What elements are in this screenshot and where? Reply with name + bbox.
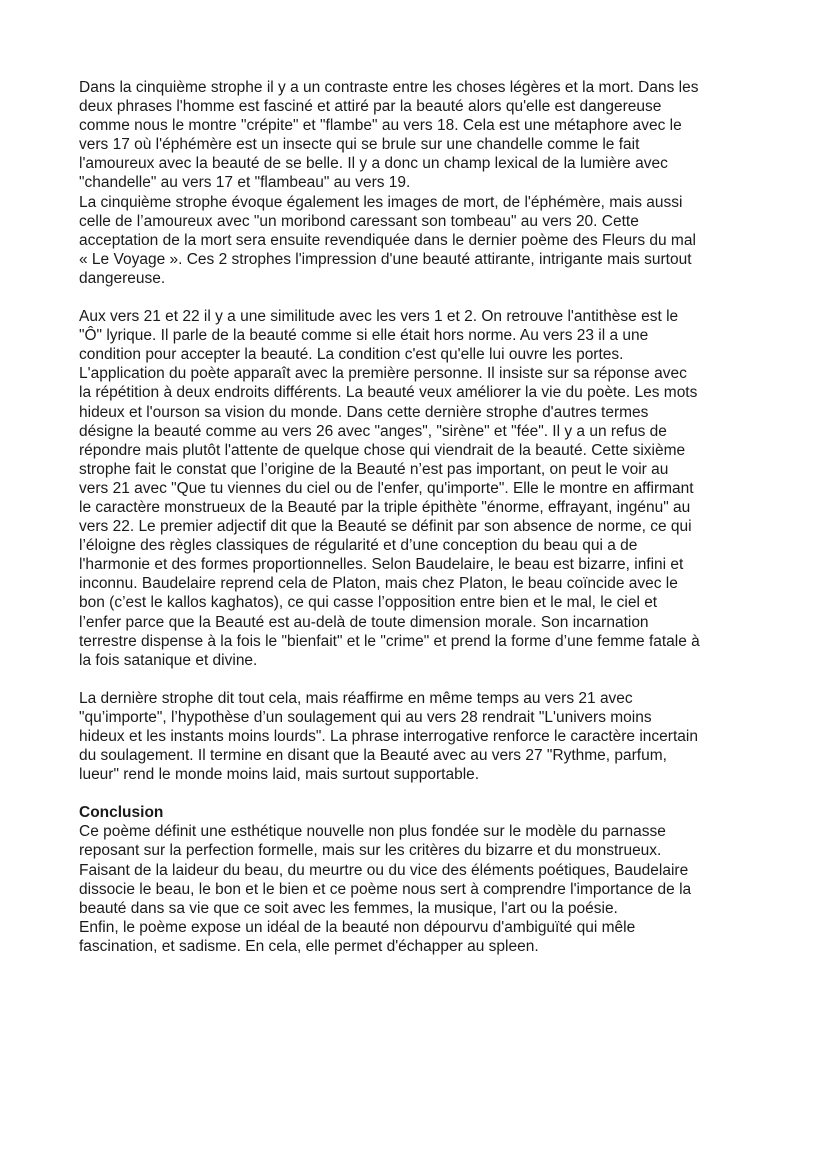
conclusion-paragraph: Ce poème définit une esthétique nouvelle non plus fondée sur le modèle du parnasse reposant sur la perfection formelle, mais sur les critères du bizarre et du monstrueux. Faisant de la laideur du beau, du meurtre ou du vice des éléments poétiques, Baudelaire dissocie le beau, le bon et le bien et ce poème nous sert à comprendre l'importance de la beauté dans sa vie que ce soit avec les femmes, la musique, l'art ou la poésie. Enfin, le poème expose un idéal de la beauté non dépourvu d'ambiguïté qui mêle fascination, et sadisme. En cela, elle permet d'échapper au spleen.	[79, 823, 692, 955]
conclusion-heading: Conclusion	[79, 804, 164, 822]
paragraph-last-stanza: La dernière strophe dit tout cela, mais réaffirme en même temps au vers 21 avec "qu’importe", l’hypothèse d’un soulagement qui au vers 28 rendrait "L'univers moins hideux et les instants moins lourds". La phrase interrogative renforce le caractère incertain du soulagement. Il termine en disant que la Beauté avec au vers 27 "Rythme, parfum, lueur" rend le monde moins laid, mais surtout supportable.	[79, 689, 698, 784]
paragraph-fifth-stanza: Dans la cinquième strophe il y a un contraste entre les choses légères et la mort. Dans les deux phrases l'homme est fasciné et attiré par la beauté alors qu'elle est dangereuse comme nous le montre "crépite" et "flambe" au vers 18. Cela est une métaphore avec le vers 17 où l'éphémère est un insecte qui se brule sur une chandelle comme le fait l'amoureux avec la beauté de se belle. Il y a donc un champ lexical de la lumière avec "chandelle" au vers 17 et "flambeau" au vers 19. La cinquième strophe évoque également les images de mort, de l'éphémère, mais aussi celle de l’amoureux avec "un moribond caressant son tombeau" au vers 20. Cette acceptation de la mort sera ensuite revendiquée dans le dernier poème des Fleurs du mal « Le Voyage ». Ces 2 strophes l'impression d'une beauté attirante, intrigante mais surtout dangereuse.	[79, 79, 699, 287]
paragraph-sixth-stanza: Aux vers 21 et 22 il y a une similitude avec les vers 1 et 2. On retrouve l'antithèse est le "Ô" lyrique. Il parle de la beauté comme si elle était hors norme. Au vers 23 il a une condition pour accepter la beauté. La condition c'est qu'elle lui ouvre les portes. L'application du poète apparaît avec la première personne. Il insiste sur sa réponse avec la répétition à deux endroits différents. La beauté veux améliorer la vie du poète. Les mots hideux et l'ourson sa vision du monde. Dans cette dernière strophe d'autres termes désigne la beauté comme au vers 26 avec "anges", "sirène" et "fée". Il y a un refus de répondre mais plutôt l'attente de quelque chose qui viendrait de la beauté. Cette sixième strophe fait le constat que l’origine de la Beauté n’est pas important, on peut le voir au vers 21 avec "Que tu viennes du ciel ou de l'enfer, qu'importe". Elle le montre en affirmant le caractère monstrueux de la Beauté par la triple épithète "énorme, effrayant, ingénu" au vers 22. Le premier adjectif dit que la Beauté se définit par son absence de norme, ce qui l’éloigne des règles classiques de régularité et d’une conception du beau qui a de l'harmonie et des formes proportionnelles. Selon Baudelaire, le beau est bizarre, infini et inconnu. Baudelaire reprend cela de Platon, mais chez Platon, le beau coïncide avec le bon (c’est le kallos kaghatos), ce qui casse l’opposition entre bien et le mal, le ciel et l’enfer parce que la Beauté est au-delà de toute dimension morale. Son incarnation terrestre dispense à la fois le "bienfait" et le "crime" et prend la forme d’une femme fatale à la fois satanique et divine.	[79, 308, 700, 669]
